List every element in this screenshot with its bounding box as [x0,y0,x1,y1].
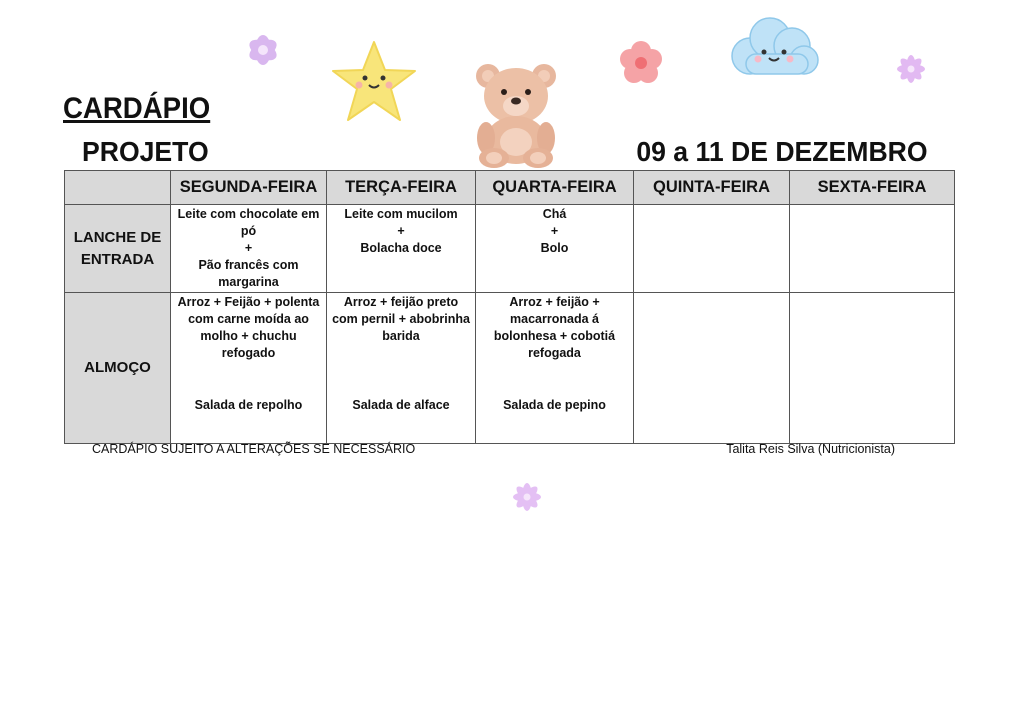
table-row [65,205,955,293]
row-label: LANCHE DE ENTRADA [73,228,162,268]
column-header-wednesday: QUARTA-FEIRA [476,171,634,205]
flower-icon [612,40,670,86]
cloud-icon [726,12,822,82]
row-header-lunch [65,293,171,444]
column-header-friday: SEXTA-FEIRA [790,171,955,205]
table-cell [634,293,790,444]
table-cell [327,293,476,444]
meal-text [634,205,789,207]
table-header-row [65,171,955,205]
meal-text [790,205,954,207]
table-cell [634,205,790,293]
salad-text: Salada de alface [352,398,450,412]
row-header-snack [65,205,171,293]
flower-icon [892,50,930,88]
salad-text [634,295,789,297]
flower-icon [508,478,546,516]
table-row [65,293,955,444]
table-cell [171,205,327,293]
flower-icon [232,28,294,72]
meal-text: Arroz + feijão preto com pernil + abobrinha barida [332,295,470,343]
meal-text: Leite com mucilom + Bolacha doce [344,207,458,255]
project-subtitle: PROJETO [82,136,209,167]
meal-text: Arroz + feijão + macarronada á bolonhesa + cobotiá refogada [493,295,616,360]
column-header-monday: SEGUNDA-FEIRA [171,171,327,205]
table-cell [327,205,476,293]
column-header-thursday: QUINTA-FEIRA [634,171,790,205]
column-header-empty [65,171,171,205]
menu-table [64,170,955,444]
table-cell [790,293,955,444]
footer-note: CARDÁPIO SUJEITO A ALTERAÇÕES SE NECESSÁRIO [92,442,416,456]
salad-text: Salada de repolho [194,398,303,412]
footer-author: Talita Reis Silva (Nutricionista) [726,442,895,456]
salad-text [790,295,954,297]
table-cell [476,293,634,444]
meal-text: Leite com chocolate em pó + Pão francês com margarina [177,207,320,289]
date-range: 09 a 11 DE DEZEMBRO [636,136,928,167]
table-cell [476,205,634,293]
salad-text: Salada de pepino [503,398,606,412]
page-title: CARDÁPIO [63,92,211,125]
meal-text: Chá + Bolo [540,207,569,255]
row-label: ALMOÇO [84,359,151,376]
teddy-bear-icon [468,60,564,168]
table-cell [171,293,327,444]
star-icon [330,38,418,126]
table-cell [790,205,955,293]
meal-text: Arroz + Feijão + polenta com carne moída ao molho + chuchu refogado [177,295,320,360]
column-header-tuesday: TERÇA-FEIRA [327,171,476,205]
